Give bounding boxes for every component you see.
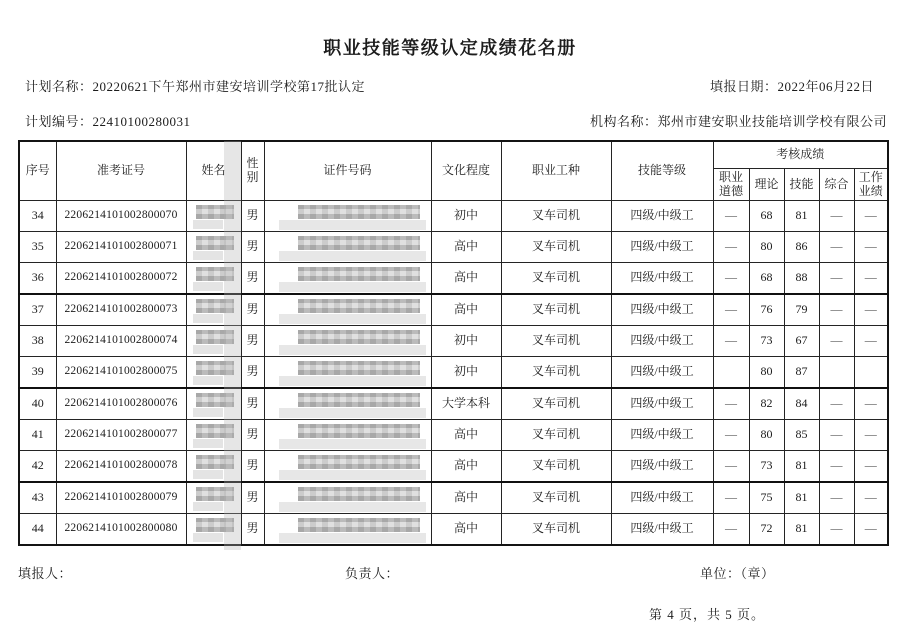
col-header-occupation: 职业工种 <box>501 141 611 201</box>
name-redaction-block <box>196 236 234 250</box>
cell-id-redacted <box>264 326 431 357</box>
cell-seq: 44 <box>19 514 56 546</box>
id-redaction-shadow <box>279 345 426 355</box>
cell-score-skill: 67 <box>784 326 819 357</box>
cell-occupation: 叉车司机 <box>501 388 611 420</box>
cell-occupation: 叉车司机 <box>501 294 611 326</box>
cell-score-comprehensive: — <box>819 326 854 357</box>
cell-name-redacted <box>186 388 241 420</box>
cell-exam-no: 2206214101002800070 <box>56 201 186 232</box>
cell-occupation: 叉车司机 <box>501 232 611 263</box>
cell-score-work: — <box>854 263 888 295</box>
cell-skill-level: 四级/中级工 <box>611 482 713 514</box>
cell-skill-level: 四级/中级工 <box>611 294 713 326</box>
name-redaction-shadow <box>193 470 223 479</box>
cell-occupation: 叉车司机 <box>501 201 611 232</box>
col-header-skill-level: 技能等级 <box>611 141 713 201</box>
cell-education: 高中 <box>431 451 501 483</box>
name-redaction-shadow <box>193 345 223 354</box>
cell-name-redacted <box>186 201 241 232</box>
cell-name-redacted <box>186 232 241 263</box>
cell-gender: 男 <box>241 514 264 546</box>
cell-education: 初中 <box>431 326 501 357</box>
plan-no-value: 22410100280031 <box>92 114 191 129</box>
name-redaction-block <box>196 330 234 344</box>
header-row-top <box>19 141 888 169</box>
col-header-education: 文化程度 <box>431 141 501 201</box>
cell-score-theory: 76 <box>749 294 784 326</box>
cell-score-work: — <box>854 388 888 420</box>
cell-exam-no: 2206214101002800074 <box>56 326 186 357</box>
col-header-gender: 性别 <box>241 141 264 201</box>
cell-score-theory: 68 <box>749 201 784 232</box>
cell-id-redacted <box>264 388 431 420</box>
cell-score-work: — <box>854 482 888 514</box>
cell-score-skill: 79 <box>784 294 819 326</box>
cell-skill-level: 四级/中级工 <box>611 514 713 546</box>
cell-gender: 男 <box>241 388 264 420</box>
cell-occupation: 叉车司机 <box>501 326 611 357</box>
cell-occupation: 叉车司机 <box>501 482 611 514</box>
col-header-score-group: 考核成绩 <box>713 141 888 169</box>
cell-exam-no: 2206214101002800073 <box>56 294 186 326</box>
cell-score-ethics: — <box>713 514 749 546</box>
cell-gender: 男 <box>241 294 264 326</box>
cell-education: 高中 <box>431 232 501 263</box>
cell-score-ethics <box>713 357 749 389</box>
id-redaction-shadow <box>279 502 426 512</box>
cell-seq: 39 <box>19 357 56 389</box>
cell-id-redacted <box>264 451 431 483</box>
page-title: 职业技能等级认定成绩花名册 <box>323 38 577 58</box>
cell-occupation: 叉车司机 <box>501 451 611 483</box>
cell-id-redacted <box>264 294 431 326</box>
responsible-signature-label: 负责人： <box>345 566 400 581</box>
cell-score-comprehensive: — <box>819 294 854 326</box>
id-redaction-shadow <box>279 220 426 230</box>
cell-score-theory: 73 <box>749 326 784 357</box>
col-header-ethics: 职业道德 <box>713 169 749 201</box>
report-date-label: 填报日期： <box>709 79 778 94</box>
id-redaction-shadow <box>279 251 426 261</box>
name-redaction-shadow <box>193 502 223 511</box>
cell-name-redacted <box>186 263 241 295</box>
id-redaction-block <box>298 455 420 469</box>
cell-education: 初中 <box>431 201 501 232</box>
cell-score-work: — <box>854 514 888 546</box>
name-redaction-shadow <box>193 314 223 323</box>
cell-name-redacted <box>186 357 241 389</box>
name-redaction-block <box>196 424 234 438</box>
cell-score-theory: 80 <box>749 420 784 451</box>
cell-education: 大学本科 <box>431 388 501 420</box>
name-redaction-block <box>196 361 234 375</box>
table-row <box>19 357 888 389</box>
name-redaction-block <box>196 299 234 313</box>
cell-score-ethics: — <box>713 420 749 451</box>
cell-gender: 男 <box>241 263 264 295</box>
cell-score-skill: 81 <box>784 514 819 546</box>
table-row <box>19 420 888 451</box>
cell-score-skill: 87 <box>784 357 819 389</box>
id-redaction-shadow <box>279 314 426 324</box>
cell-score-comprehensive <box>819 357 854 389</box>
results-tbody <box>19 201 888 546</box>
cell-score-work: — <box>854 451 888 483</box>
id-redaction-shadow <box>279 470 426 480</box>
cell-score-theory: 80 <box>749 357 784 389</box>
cell-education: 初中 <box>431 357 501 389</box>
id-redaction-shadow <box>279 282 426 292</box>
cell-score-ethics: — <box>713 263 749 295</box>
results-table <box>18 140 889 546</box>
cell-score-comprehensive: — <box>819 514 854 546</box>
cell-score-comprehensive: — <box>819 451 854 483</box>
table-row <box>19 388 888 420</box>
cell-score-theory: 82 <box>749 388 784 420</box>
cell-seq: 35 <box>19 232 56 263</box>
cell-score-skill: 81 <box>784 201 819 232</box>
cell-seq: 42 <box>19 451 56 483</box>
cell-id-redacted <box>264 420 431 451</box>
cell-education: 高中 <box>431 294 501 326</box>
id-redaction-block <box>298 330 420 344</box>
page-number-info: 第 4 页，共 5 页。 <box>649 607 766 622</box>
cell-score-comprehensive: — <box>819 232 854 263</box>
cell-score-skill: 81 <box>784 482 819 514</box>
cell-score-ethics: — <box>713 326 749 357</box>
col-header-theory: 理论 <box>749 169 784 201</box>
cell-score-theory: 73 <box>749 451 784 483</box>
plan-name-value: 20220621下午郑州市建安培训学校第17批认定 <box>92 79 366 94</box>
cell-id-redacted <box>264 357 431 389</box>
cell-score-comprehensive: — <box>819 482 854 514</box>
col-header-name: 姓名 <box>186 141 241 201</box>
cell-exam-no: 2206214101002800077 <box>56 420 186 451</box>
cell-exam-no: 2206214101002800079 <box>56 482 186 514</box>
cell-gender: 男 <box>241 232 264 263</box>
cell-skill-level: 四级/中级工 <box>611 232 713 263</box>
cell-skill-level: 四级/中级工 <box>611 451 713 483</box>
cell-name-redacted <box>186 482 241 514</box>
cell-gender: 男 <box>241 357 264 389</box>
cell-id-redacted <box>264 201 431 232</box>
plan-name-line <box>25 76 365 95</box>
cell-gender: 男 <box>241 420 264 451</box>
cell-seq: 37 <box>19 294 56 326</box>
col-header-id-number: 证件号码 <box>264 141 431 201</box>
report-date-line <box>710 76 874 95</box>
name-redaction-block <box>196 267 234 281</box>
cell-exam-no: 2206214101002800076 <box>56 388 186 420</box>
cell-exam-no: 2206214101002800078 <box>56 451 186 483</box>
col-header-seq: 序号 <box>19 141 56 201</box>
cell-score-work: — <box>854 420 888 451</box>
id-redaction-block <box>298 236 420 250</box>
cell-score-ethics: — <box>713 201 749 232</box>
name-redaction-block <box>196 205 234 219</box>
cell-score-ethics: — <box>713 388 749 420</box>
name-redaction-shadow <box>193 533 223 542</box>
cell-score-theory: 75 <box>749 482 784 514</box>
name-redaction-block <box>196 455 234 469</box>
cell-gender: 男 <box>241 451 264 483</box>
id-redaction-block <box>298 267 420 281</box>
cell-score-skill: 85 <box>784 420 819 451</box>
report-date-value: 2022年06月22日 <box>777 79 874 94</box>
cell-education: 高中 <box>431 263 501 295</box>
cell-score-skill: 84 <box>784 388 819 420</box>
col-header-exam-no: 准考证号 <box>56 141 186 201</box>
table-row <box>19 451 888 483</box>
cell-id-redacted <box>264 514 431 546</box>
cell-seq: 38 <box>19 326 56 357</box>
cell-score-work: — <box>854 232 888 263</box>
col-header-comprehensive: 综合 <box>819 169 854 201</box>
cell-seq: 43 <box>19 482 56 514</box>
table-row <box>19 482 888 514</box>
cell-score-theory: 80 <box>749 232 784 263</box>
cell-skill-level: 四级/中级工 <box>611 326 713 357</box>
cell-score-ethics: — <box>713 482 749 514</box>
cell-name-redacted <box>186 420 241 451</box>
cell-score-skill: 86 <box>784 232 819 263</box>
cell-exam-no: 2206214101002800072 <box>56 263 186 295</box>
id-redaction-shadow <box>279 408 426 418</box>
cell-name-redacted <box>186 326 241 357</box>
cell-seq: 36 <box>19 263 56 295</box>
cell-score-ethics: — <box>713 232 749 263</box>
cell-name-redacted <box>186 514 241 546</box>
cell-skill-level: 四级/中级工 <box>611 201 713 232</box>
name-redaction-shadow <box>193 408 223 417</box>
cell-score-comprehensive: — <box>819 201 854 232</box>
unit-seal-label: 单位：（章） <box>700 566 775 581</box>
cell-seq: 41 <box>19 420 56 451</box>
id-redaction-block <box>298 518 420 532</box>
table-row <box>19 294 888 326</box>
cell-occupation: 叉车司机 <box>501 357 611 389</box>
id-redaction-block <box>298 205 420 219</box>
cell-skill-level: 四级/中级工 <box>611 388 713 420</box>
plan-name-label: 计划名称： <box>25 79 93 94</box>
cell-exam-no: 2206214101002800075 <box>56 357 186 389</box>
cell-skill-level: 四级/中级工 <box>611 420 713 451</box>
table-row <box>19 263 888 295</box>
name-redaction-shadow <box>193 251 223 260</box>
cell-seq: 40 <box>19 388 56 420</box>
cell-gender: 男 <box>241 201 264 232</box>
col-header-skill: 技能 <box>784 169 819 201</box>
cell-id-redacted <box>264 482 431 514</box>
plan-no-label: 计划编号： <box>25 114 93 129</box>
name-redaction-shadow <box>193 220 223 229</box>
name-redaction-shadow <box>193 376 223 385</box>
cell-exam-no: 2206214101002800071 <box>56 232 186 263</box>
table-row <box>19 326 888 357</box>
org-name-line <box>590 111 887 130</box>
cell-id-redacted <box>264 232 431 263</box>
table-row <box>19 201 888 232</box>
cell-occupation: 叉车司机 <box>501 514 611 546</box>
cell-score-theory: 72 <box>749 514 784 546</box>
cell-score-work: — <box>854 201 888 232</box>
table-row <box>19 232 888 263</box>
cell-skill-level: 四级/中级工 <box>611 357 713 389</box>
name-redaction-block <box>196 487 234 501</box>
name-redaction-block <box>196 393 234 407</box>
cell-occupation: 叉车司机 <box>501 420 611 451</box>
cell-occupation: 叉车司机 <box>501 263 611 295</box>
cell-score-work <box>854 357 888 389</box>
cell-education: 高中 <box>431 514 501 546</box>
col-header-work: 工作业绩 <box>854 169 888 201</box>
cell-score-ethics: — <box>713 294 749 326</box>
cell-score-comprehensive: — <box>819 263 854 295</box>
cell-gender: 男 <box>241 482 264 514</box>
cell-name-redacted <box>186 451 241 483</box>
org-value: 郑州市建安职业技能培训学校有限公司 <box>657 114 887 129</box>
plan-no-line <box>25 111 191 130</box>
cell-id-redacted <box>264 263 431 295</box>
cell-education: 高中 <box>431 420 501 451</box>
cell-seq: 34 <box>19 201 56 232</box>
cell-score-comprehensive: — <box>819 420 854 451</box>
cell-score-ethics: — <box>713 451 749 483</box>
id-redaction-shadow <box>279 533 426 543</box>
filler-signature-label: 填报人： <box>18 566 73 581</box>
cell-score-work: — <box>854 294 888 326</box>
cell-score-work: — <box>854 326 888 357</box>
id-redaction-block <box>298 393 420 407</box>
cell-score-comprehensive: — <box>819 388 854 420</box>
cell-education: 高中 <box>431 482 501 514</box>
id-redaction-shadow <box>279 439 426 449</box>
id-redaction-shadow <box>279 376 426 386</box>
id-redaction-block <box>298 299 420 313</box>
name-redaction-shadow <box>193 439 223 448</box>
table-row <box>19 514 888 546</box>
cell-name-redacted <box>186 294 241 326</box>
cell-exam-no: 2206214101002800080 <box>56 514 186 546</box>
name-redaction-block <box>196 518 234 532</box>
org-label: 机构名称： <box>589 114 658 129</box>
cell-gender: 男 <box>241 326 264 357</box>
cell-skill-level: 四级/中级工 <box>611 263 713 295</box>
name-redaction-shadow <box>193 282 223 291</box>
id-redaction-block <box>298 424 420 438</box>
cell-score-skill: 88 <box>784 263 819 295</box>
cell-score-theory: 68 <box>749 263 784 295</box>
cell-score-skill: 81 <box>784 451 819 483</box>
id-redaction-block <box>298 487 420 501</box>
id-redaction-block <box>298 361 420 375</box>
